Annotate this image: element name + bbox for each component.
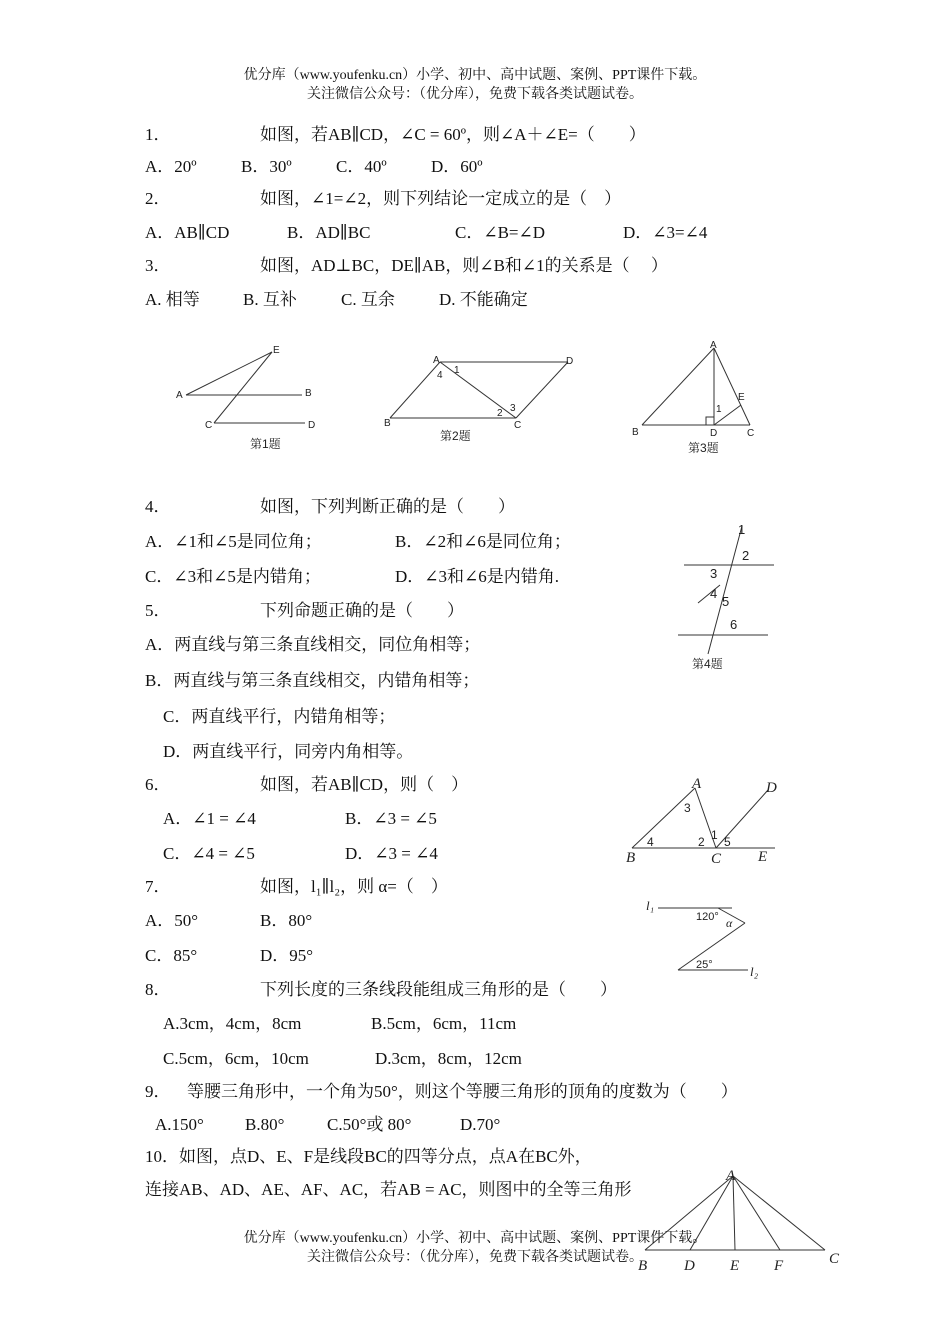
question-6-options-cd	[163, 843, 438, 865]
label-d: D	[566, 356, 574, 367]
segment-ab	[642, 348, 714, 425]
label-a: A	[710, 340, 717, 351]
option-c: C．∠3和∠5是内错角；	[145, 567, 321, 586]
label-2: 2	[497, 408, 503, 419]
label-angle-120: 120°	[696, 911, 719, 923]
label-b: B	[626, 850, 636, 866]
option-b: B．∠3 = ∠5	[345, 809, 437, 828]
option-a: A．∠1和∠5是同位角；	[145, 532, 322, 551]
option-c: C．∠4 = ∠5	[163, 844, 255, 863]
segment-ce	[214, 352, 272, 423]
question-7-options-ab	[145, 910, 312, 932]
option-d: D．95°	[260, 946, 314, 965]
label-e: E	[273, 345, 280, 356]
label-a: A	[692, 776, 702, 792]
option-d: D．∠3和∠6是内错角.	[395, 567, 560, 586]
option-d: D.70°	[460, 1115, 501, 1134]
figure-6	[620, 778, 790, 868]
question-number: 5．	[145, 601, 171, 620]
label-3: 3	[510, 403, 516, 414]
label-3: 3	[684, 801, 691, 815]
right-angle-mark	[706, 417, 714, 425]
option-a: A. 相等	[145, 290, 200, 309]
label-c: C	[829, 1251, 840, 1267]
question-number: 2．	[145, 189, 171, 208]
option-b: B.80°	[245, 1115, 285, 1134]
label-1: 1	[738, 522, 746, 537]
label-5: 5	[722, 594, 730, 609]
label-alpha: α	[726, 916, 733, 930]
label-1: 1	[716, 404, 722, 415]
question-10-line-1: 10．如图，点D、E、F是线段BC的四等分点，点A在BC外，	[145, 1147, 592, 1166]
option-d: D．60º	[431, 157, 483, 176]
option-a: A.3cm，4cm，8cm	[163, 1014, 302, 1033]
figure-7	[640, 892, 780, 987]
option-d: D．∠3 = ∠4	[345, 844, 438, 863]
question-1	[145, 124, 646, 146]
label-c: C	[514, 420, 522, 431]
label-d: D	[308, 420, 316, 431]
label-2: 2	[698, 835, 705, 849]
label-4: 4	[710, 586, 718, 601]
label-e: E	[758, 849, 768, 865]
label-1: 1	[711, 828, 718, 842]
segment-ab	[390, 362, 440, 418]
option-b: B.5cm，6cm，11cm	[371, 1014, 517, 1033]
label-3: 3	[710, 566, 718, 581]
option-c: C．40º	[336, 157, 387, 176]
label-c: C	[205, 420, 213, 431]
label-a: A	[176, 390, 183, 401]
label-d: D	[710, 428, 718, 439]
segment-ac	[440, 362, 516, 418]
figure-1	[170, 340, 330, 460]
option-c: C．85°	[145, 946, 198, 965]
label-a: A	[433, 355, 440, 366]
label-2: 2	[742, 548, 750, 563]
question-6	[145, 774, 468, 796]
footer-line-2: 关注微信公众号：（优分库），免费下载各类试题试卷。	[307, 1250, 643, 1265]
question-4-options-cd	[145, 566, 559, 588]
label-d: D	[766, 780, 777, 796]
question-number: 1．	[145, 125, 171, 144]
question-text: 如图，AD⊥BC，DE∥AB，则∠B和∠1的关系是（ ）	[260, 256, 668, 275]
figure-caption: 第1题	[250, 437, 281, 451]
option-a: A.150°	[155, 1115, 204, 1134]
question-number: 4．	[145, 497, 171, 516]
option-d: D．∠3=∠4	[623, 223, 708, 242]
label-a: A	[726, 1168, 736, 1184]
question-5-option-b: B．两直线与第三条直线相交，内错角相等；	[145, 671, 480, 690]
label-d: D	[684, 1258, 695, 1274]
question-number: 9．	[145, 1082, 171, 1101]
option-b: B．∠2和∠6是同位角；	[395, 532, 571, 551]
question-text: 如图，下列判断正确的是（ ）	[260, 497, 515, 516]
label-1: 1	[454, 365, 460, 376]
question-2	[145, 188, 621, 210]
option-a: A．AB∥CD	[145, 223, 230, 242]
option-b: B．30º	[241, 157, 292, 176]
question-8-options-ab	[163, 1013, 516, 1035]
question-number: 8．	[145, 980, 171, 999]
question-3-options	[145, 289, 528, 311]
label-b: B	[638, 1258, 648, 1274]
question-text: 如图，∠1=∠2，则下列结论一定成立的是（ ）	[260, 189, 622, 208]
label-angle-25: 25°	[696, 959, 713, 971]
option-a: A．50°	[145, 911, 199, 930]
figure-caption: 第4题	[692, 657, 723, 671]
label-6: 6	[730, 617, 738, 632]
question-text: 如图，若AB∥CD，则（ ）	[260, 775, 469, 794]
label-l1: l₁	[646, 898, 655, 913]
question-2-options	[145, 222, 707, 244]
option-b: B．AD∥BC	[287, 223, 371, 242]
option-c: C. 互余	[341, 290, 395, 309]
label-5: 5	[724, 835, 731, 849]
option-a: A．20º	[145, 157, 197, 176]
option-d: D. 不能确定	[439, 290, 528, 309]
question-7	[145, 876, 448, 898]
question-5-option-a: A．两直线与第三条直线相交，同位角相等；	[145, 635, 481, 654]
segment-ae	[186, 352, 272, 395]
label-e: E	[730, 1258, 740, 1274]
option-d: D.3cm，8cm，12cm	[375, 1049, 522, 1068]
option-b: B. 互补	[243, 290, 297, 309]
question-number: 7．	[145, 877, 171, 896]
option-a: A．∠1 = ∠4	[163, 809, 256, 828]
option-b: B．80°	[260, 911, 313, 930]
question-text: 如图，若AB∥CD，∠C = 60º，则∠A＋∠E=（ ）	[260, 125, 646, 144]
question-3	[145, 255, 668, 277]
question-9-options	[155, 1114, 500, 1136]
figure-2	[380, 350, 590, 450]
question-5-option-d: D．两直线平行，同旁内角相等。	[163, 742, 414, 761]
option-c: C．∠B=∠D	[455, 223, 546, 242]
label-c: C	[711, 851, 722, 867]
header-line-2: 关注微信公众号：（优分库），免费下载各类试题试卷。	[307, 87, 643, 102]
question-8-options-cd	[163, 1048, 522, 1070]
question-number: 3．	[145, 256, 171, 275]
question-6-options-ab	[163, 808, 437, 830]
question-text: 下列命题正确的是（ ）	[260, 601, 464, 620]
label-l2: l₂	[750, 964, 759, 979]
label-f: F	[774, 1258, 784, 1274]
label-4: 4	[647, 835, 654, 849]
option-c: C.50°或 80°	[327, 1115, 412, 1134]
question-8	[145, 979, 617, 1001]
question-text: 等腰三角形中，一个角为50°，则这个等腰三角形的顶角的度数为（ ）	[187, 1082, 738, 1101]
header-line-1: 优分库（www.youfenku.cn）小学、初中、高中试题、案例、PPT课件下载。	[243, 68, 707, 83]
label-e: E	[738, 392, 745, 403]
question-9	[145, 1081, 738, 1103]
figure-caption: 第3题	[688, 441, 719, 455]
label-b: B	[632, 427, 639, 438]
figure-4	[670, 520, 790, 680]
question-4	[145, 496, 515, 518]
question-7-options-cd	[145, 945, 313, 967]
footer-line-1: 优分库（www.youfenku.cn）小学、初中、高中试题、案例、PPT课件下载。	[243, 1231, 707, 1246]
label-c: C	[747, 428, 755, 439]
label-4: 4	[437, 370, 443, 381]
question-1-options	[145, 156, 483, 178]
label-b: B	[384, 418, 391, 429]
question-10-line-2: 连接AB、AD、AE、AF、AC，若AB = AC，则图中的全等三角形	[145, 1180, 632, 1199]
segment-cd	[516, 362, 568, 418]
segment-ab	[632, 788, 695, 848]
label-b: B	[305, 388, 312, 399]
question-text: 如图，l₁∥l₂，则 α=（ ）	[260, 877, 448, 896]
figure-3	[630, 340, 760, 460]
question-number: 6．	[145, 775, 171, 794]
question-4-options-ab	[145, 531, 571, 553]
question-text: 下列长度的三条线段能组成三角形的是（ ）	[260, 980, 617, 999]
question-5-option-c: C．两直线平行，内错角相等；	[163, 707, 396, 726]
figure-caption: 第2题	[440, 429, 471, 443]
question-5	[145, 600, 464, 622]
option-c: C.5cm，6cm，10cm	[163, 1049, 309, 1068]
